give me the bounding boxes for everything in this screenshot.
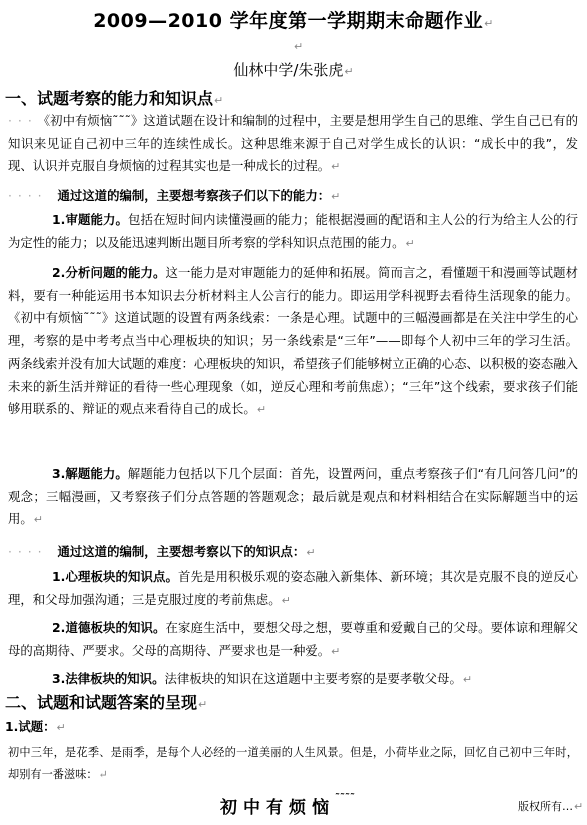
copyright-note: 版权所有…↵	[518, 800, 584, 813]
ability-lead: · · · · 通过这道的编制，主要想考察孩子们以下的能力：↵	[8, 188, 341, 203]
knowledge-item-3: 3.法律板块的知识。法律板块的知识在这道题中主要考察的是要孝敬父母。↵	[52, 671, 473, 686]
intro-paragraph: · · · 《初中有烦恼˜˜˜》这道试题在设计和编制的过程中，主要是想用学生自己的思维、学生自己已有的知识来见证自己初中三年的连续性成长。这种思维来源于自己对学生成长的认识：“成长中的我”，发现、认识并克服自身烦恼的过程其实也是一种成长的过程。↵	[8, 113, 578, 174]
author-line: 仙林中学/朱张虎↵	[233, 61, 354, 79]
poem-title-squiggle: ˜˜˜˜	[335, 793, 355, 804]
section1-heading: 一、试题考察的能力和知识点↵	[5, 89, 224, 108]
ability-item-3: 3.解题能力。解题能力包括以下几个层面：首先，设置两问，重点考察孩子们“有几问答几问”的观念；三幅漫画，又考察孩子们分点答题的答题观念；最后就是观点和材料相结合在实际解题当中的运用。↵	[8, 466, 578, 527]
ability-item-2: 2.分析问题的能力。这一能力是对审题能力的延伸和拓展。简而言之，看懂题干和漫画等试题材料，要有一种能运用书本知识去分析材料主人公言行的能力。即运用学科视野去看待生活现象的能力。《初中有烦恼˜˜˜》这道试题的设置有两条线索：一条是心理。试题中的三幅漫画都是在关注中学生的心理，考察的是中考考点当中心理板块的知识；另一条线索是“三年”——即每个人初中三年的学习生活。两条线索并没有加大试题的难度：心理板块的知识，希望孩子们能够树立正确的心态、以积极的姿态融入未来的新生活并辩证的看待一些心理现象（如，逆反心理和考前焦虑）；“三年”这个线索，要求孩子们能够用联系的、辩证的观点来看待自己的成长。↵	[8, 265, 578, 417]
question-label: 1.试题：↵	[5, 719, 66, 734]
poem-intro: 初中三年，是花季、是雨季，是每个人必经的一道美丽的人生风景。但是，小荷毕业之际，回忆自己初中三年时，却别有一番滋味：↵	[8, 746, 578, 781]
ability-item-1: 1.审题能力。包括在短时间内读懂漫画的能力；能根据漫画的配语和主人公的行为给主人公的行为定性的能力；以及能迅速判断出题目所考察的学科知识点范围的能力。↵	[8, 212, 578, 250]
document-title: 2009—2010 学年度第一学期期末命题作业↵	[93, 10, 494, 32]
poem-title: 初中有烦恼˜˜˜˜	[220, 793, 355, 818]
knowledge-lead: · · · · 通过这道的编制，主要想考察以下的知识点：↵	[8, 544, 316, 559]
section2-heading: 二、试题和试题答案的呈现↵	[5, 693, 208, 712]
knowledge-item-2: 2.道德板块的知识。在家庭生活中，要想父母之想，要尊重和爱戴自己的父母。要体谅和理解父母的高期待、严要求。父母的高期待、严要求也是一种爱。↵	[8, 620, 578, 658]
paragraph-mark: ↵	[294, 40, 304, 53]
knowledge-item-1: 1.心理板块的知识点。首先是用积极乐观的姿态融入新集体、新环境；其次是克服不良的逆反心理，和父母加强沟通；三是克服过度的考前焦虑。↵	[8, 569, 578, 607]
